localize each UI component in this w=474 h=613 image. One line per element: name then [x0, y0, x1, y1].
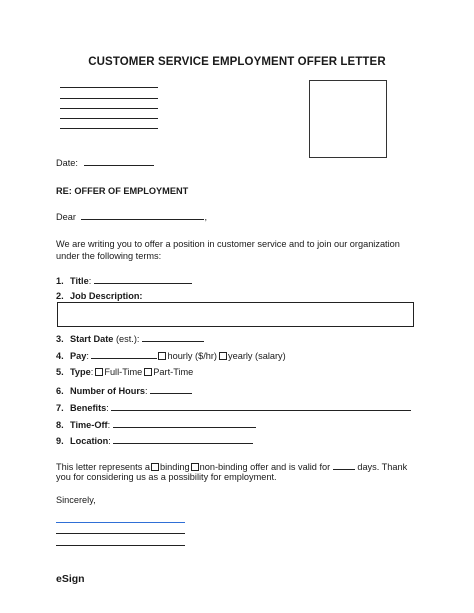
closing-part: This letter represents a [56, 462, 150, 472]
term-number: 5. [56, 367, 64, 377]
term-time-off-row: 8. Time-Off: [56, 418, 256, 430]
location-field[interactable] [113, 434, 253, 444]
term-number: 8. [56, 420, 64, 430]
binding-label: binding [159, 462, 190, 472]
term-number: 4. [56, 351, 64, 361]
yearly-label: yearly (salary) [228, 351, 286, 361]
binding-checkbox[interactable] [151, 463, 159, 471]
sender-address-line[interactable] [60, 118, 158, 119]
full-time-label: Full-Time [104, 367, 143, 377]
term-number: 1. [56, 276, 64, 286]
part-time-checkbox[interactable] [144, 368, 152, 376]
signer-name-line[interactable] [56, 533, 185, 534]
term-title-row: 1. Title: [56, 274, 192, 286]
signer-title-line[interactable] [56, 545, 185, 546]
hourly-label: hourly ($/hr) [167, 351, 217, 361]
hours-field[interactable] [150, 384, 192, 394]
term-label: Number of Hours [70, 386, 146, 396]
term-label: Pay [70, 351, 87, 361]
valid-days-field[interactable] [333, 460, 355, 470]
term-label: Type [70, 367, 91, 377]
term-number: 2. [56, 291, 64, 301]
term-label: Job Description: [70, 291, 143, 301]
start-date-field[interactable] [142, 332, 204, 342]
term-label: Start Date [70, 334, 114, 344]
term-label: Time-Off [70, 420, 108, 430]
term-label: Location [70, 436, 109, 446]
sender-address-line[interactable] [60, 98, 158, 99]
signature-line[interactable] [56, 522, 185, 523]
non-binding-label: non-binding offer and is valid for [199, 462, 331, 472]
term-number: 7. [56, 403, 64, 413]
time-off-field[interactable] [113, 418, 256, 428]
term-label: Benefits [70, 403, 107, 413]
closing-text-2: you for considering us as a possibility for employment. [56, 472, 277, 482]
term-benefits-row: 7. Benefits: [56, 401, 411, 413]
date-field[interactable] [84, 156, 154, 166]
date-row [56, 156, 154, 168]
intro-text-1: We are writing you to offer a position in customer service and to join our organization [56, 239, 400, 249]
job-description-field[interactable] [57, 302, 414, 327]
pay-amount-field[interactable] [91, 349, 157, 359]
term-note: (est.) [115, 334, 137, 344]
term-pay-row: 4. Pay: hourly ($/hr) yearly (salary) [56, 351, 286, 361]
title-field[interactable] [94, 274, 192, 284]
document-title: CUSTOMER SERVICE EMPLOYMENT OFFER LETTER [88, 56, 386, 68]
re-line: RE: OFFER OF EMPLOYMENT [56, 186, 189, 196]
salutation-row: Dear , [56, 212, 208, 222]
logo-placeholder[interactable] [309, 80, 387, 158]
part-time-label: Part-Time [153, 367, 194, 377]
term-number: 9. [56, 436, 64, 446]
recipient-name-field[interactable] [81, 210, 204, 220]
dear-label: Dear [56, 212, 76, 222]
sender-address-line[interactable] [60, 128, 158, 129]
sincerely-label: Sincerely, [56, 495, 96, 505]
date-label: Date: [56, 158, 78, 168]
term-type-row: 5. Type: Full-Time Part-Time [56, 367, 194, 377]
term-job-description-row [56, 291, 143, 301]
sender-address-line[interactable] [60, 87, 158, 88]
full-time-checkbox[interactable] [95, 368, 103, 376]
term-label: Title [70, 276, 89, 286]
hourly-checkbox[interactable] [158, 352, 166, 360]
term-start-date-row: 3. Start Date (est.): [56, 332, 204, 344]
sender-address-line[interactable] [60, 108, 158, 109]
benefits-field[interactable] [111, 401, 411, 411]
term-location-row: 9. Location: [56, 434, 253, 446]
term-hours-row: 6. Number of Hours: [56, 384, 192, 396]
term-number: 6. [56, 386, 64, 396]
term-number: 3. [56, 334, 64, 344]
days-label: days. Thank [357, 462, 408, 472]
non-binding-checkbox[interactable] [191, 463, 199, 471]
closing-text-1 [56, 460, 407, 472]
intro-text-2: under the following terms: [56, 251, 162, 261]
esign-logo: eSign [56, 573, 85, 585]
yearly-checkbox[interactable] [219, 352, 227, 360]
